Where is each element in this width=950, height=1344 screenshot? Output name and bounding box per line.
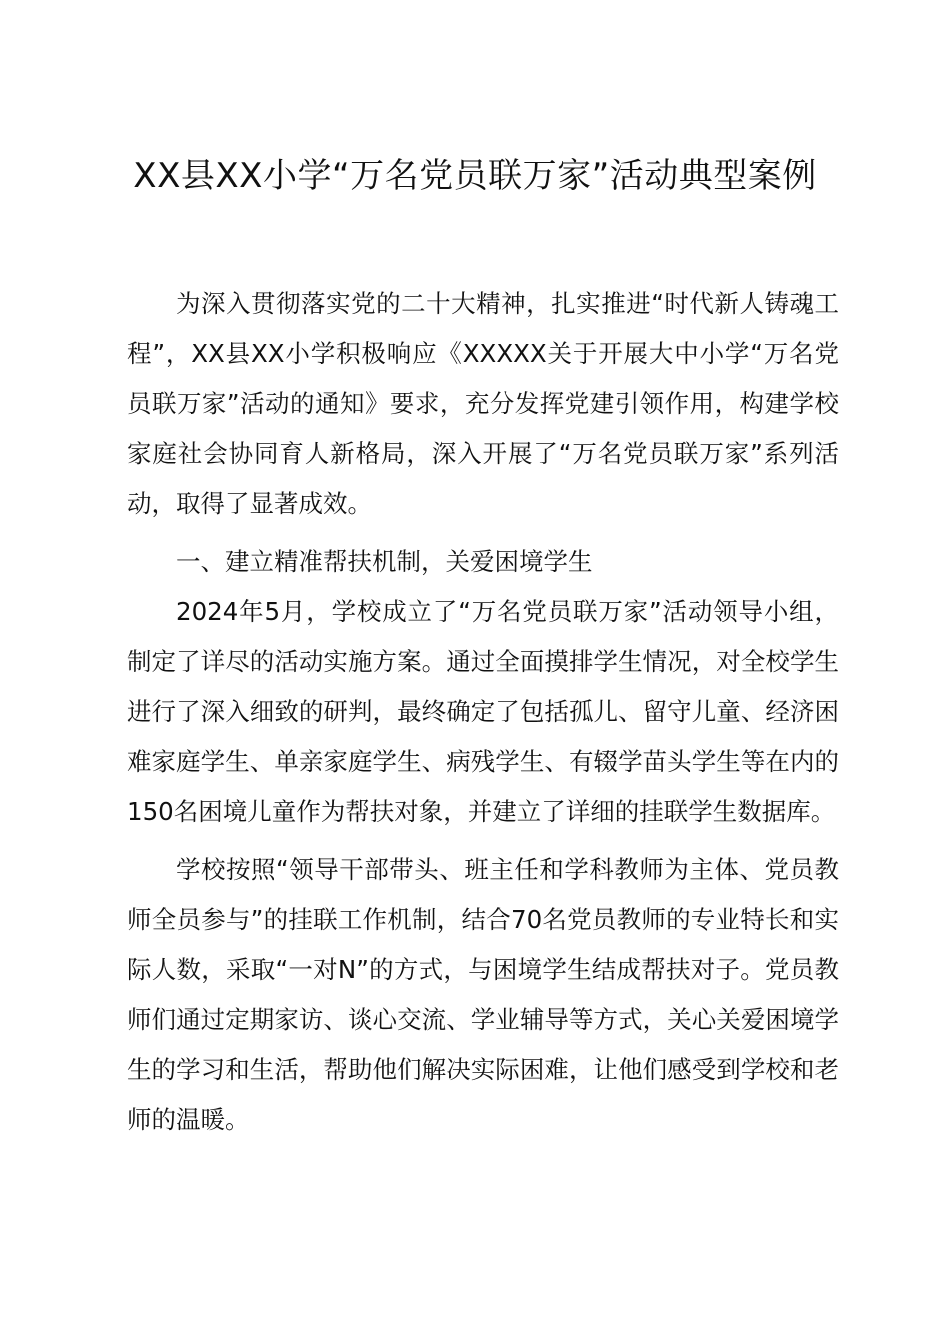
section-heading-1: 一、建立精准帮扶机制，关爱困境学生 (176, 547, 593, 576)
document-body (127, 279, 839, 1145)
document-title: XX县XX小学“万名党员联万家”活动典型案例 (133, 156, 817, 196)
paragraph-section1-b: 学校按照“领导干部带头、班主任和学科教师为主体、党员教师全员参与”的挂联工作机制，结合70名党员教师的专业特长和实际人数，采取“一对N”的方式，与困境学生结成帮扶对子。党员教师们通过定期家访、谈心交流、学业辅导等方式，关心关爱困境学生的学习和生活，帮助他们解决实际困难，让他们感受到学校和老师的温暖。 (127, 855, 839, 1134)
paragraph-section1-a: 2024年5月，学校成立了“万名党员联万家”活动领导小组，制定了详尽的活动实施方案。通过全面摸排学生情况，对全校学生进行了深入细致的研判，最终确定了包括孤儿、留守儿童、经济困难家庭学生、单亲家庭学生、病残学生、有辍学苗头学生等在内的150名困境儿童作为帮扶对象，并建立了详细的挂联学生数据库。 (127, 597, 839, 826)
paragraph-intro: 为深入贯彻落实党的二十大精神，扎实推进“时代新人铸魂工程”，XX县XX小学积极响应《XXXXX关于开展大中小学“万名党员联万家”活动的通知》要求，充分发挥党建引领作用，构建学校家庭社会协同育人新格局，深入开展了“万名党员联万家”系列活动，取得了显著成效。 (127, 289, 839, 518)
